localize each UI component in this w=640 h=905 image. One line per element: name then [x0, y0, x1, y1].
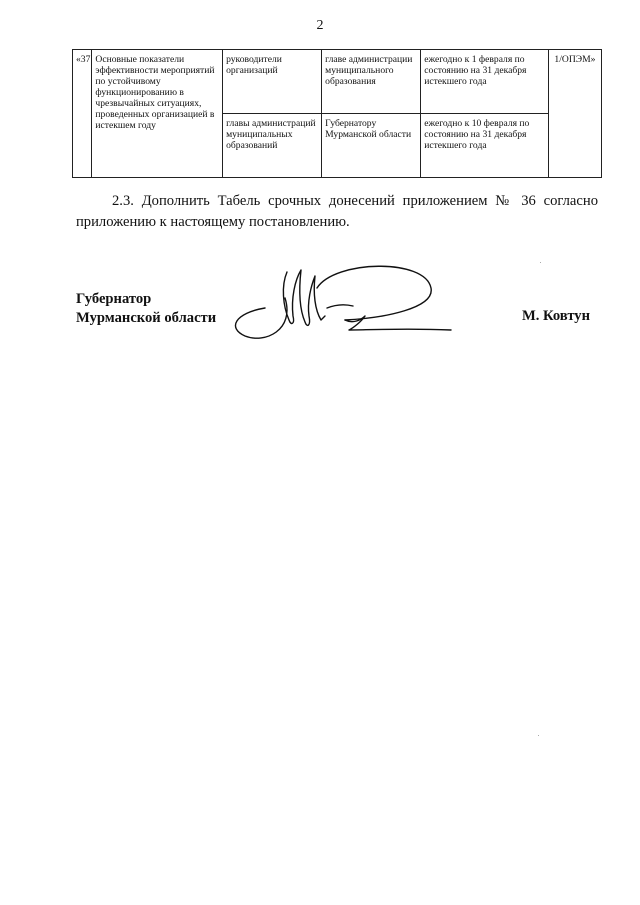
- report-table: [72, 49, 602, 178]
- recipient-cell: главе администрации муниципального образования: [322, 50, 421, 114]
- signatory-name: М. Ковтун: [521, 308, 590, 324]
- scan-speck: [540, 262, 541, 263]
- recipient-cell: Губернатору Мурманской области: [322, 114, 421, 178]
- signatory-title-line2: Мурманской области: [76, 310, 217, 326]
- scan-speck: [538, 735, 539, 736]
- who-cell: руководители организаций: [223, 50, 322, 114]
- deadline-cell: ежегодно к 1 февраля по состоянию на 31 декабря истекшего года: [421, 50, 549, 114]
- page-number: 2: [316, 18, 324, 33]
- who-cell: главы администраций муниципальных образований: [223, 114, 322, 178]
- body-paragraph: 2.3. Дополнить Табель срочных донесений приложением № 36 согласно приложению к настоящему постановлению.: [76, 193, 598, 230]
- form-cell: 1/ОПЭМ»: [548, 50, 601, 178]
- row-number-cell: «37: [73, 50, 92, 178]
- table-row: [73, 50, 602, 114]
- indicator-cell: Основные показатели эффективности мероприятий по устойчивому функционированию в чрезвычайных ситуациях, проведенных организацией в истекшем году: [92, 50, 223, 178]
- deadline-cell: ежегодно к 10 февраля по состоянию на 31 декабря истекшего года: [421, 114, 549, 178]
- handwritten-signature: [225, 258, 465, 348]
- signatory-title-line1: Губернатор: [76, 291, 152, 307]
- signatory-title: [76, 290, 216, 328]
